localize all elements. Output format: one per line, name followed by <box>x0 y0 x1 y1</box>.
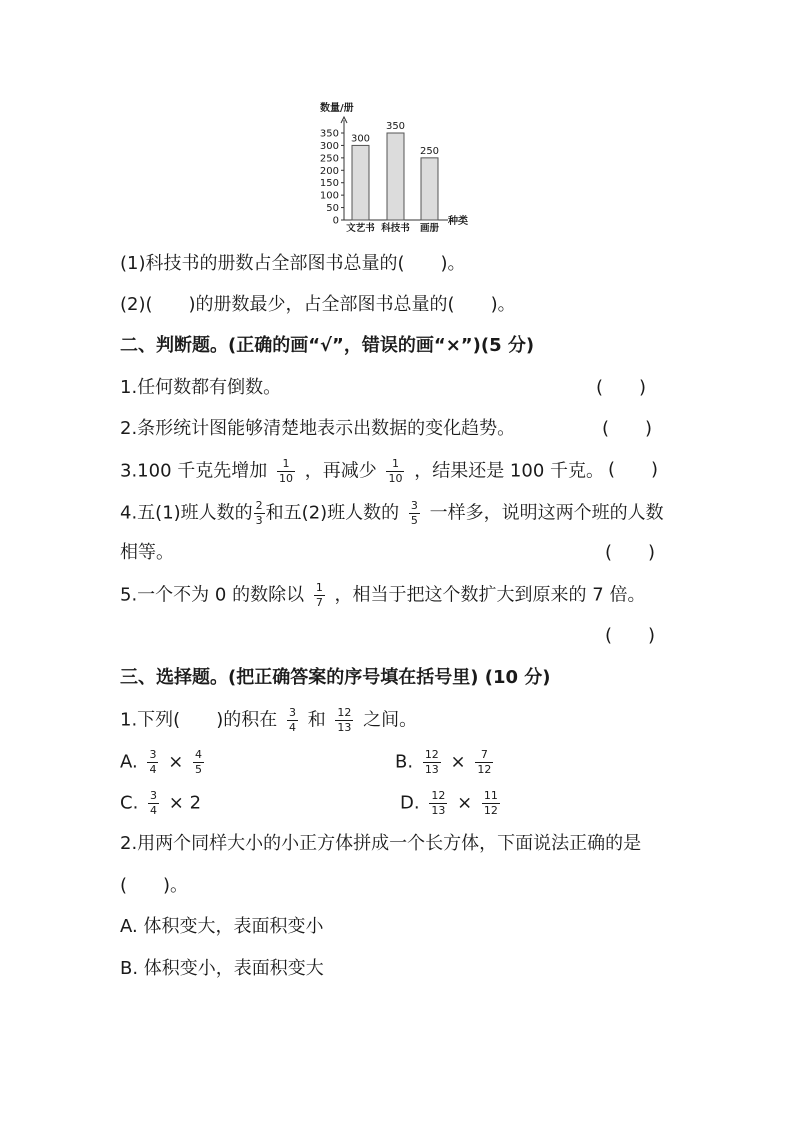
chart-x-labels <box>346 222 439 232</box>
chart-y-tick-label: 350 <box>319 128 339 140</box>
fraction: $\frac{2}{3}$ <box>255 499 263 527</box>
chart-y-tick-label: 250 <box>319 153 339 165</box>
fraction: $\frac{3}{4}$ <box>150 789 158 817</box>
answer-paren-4[interactable]: ( ) <box>605 542 656 563</box>
choice-q1-text-a: 1.下列( )的积在 <box>120 709 278 731</box>
chart-y-tick-label: 200 <box>319 165 339 177</box>
answer-paren-1[interactable]: ( ) <box>596 377 647 398</box>
chart-y-tick-label: 100 <box>319 190 339 202</box>
fraction: $\frac{3}{4}$ <box>149 748 157 776</box>
chart-category-label: 画册 <box>419 223 440 232</box>
choice-q2-answer-paren[interactable]: ( )。 <box>120 875 189 896</box>
q1-sub2: (2)( )的册数最少，占全部图书总量的( )。 <box>120 294 516 315</box>
section2-heading: 二、判断题。(正确的画“√”，错误的画“×”)(5 分) <box>120 335 535 356</box>
chart-bar <box>387 133 404 220</box>
fraction: $\frac{3}{4}$ <box>288 706 296 734</box>
choice-q1-text-c: 之间。 <box>363 709 418 731</box>
answer-paren-2[interactable]: ( ) <box>602 418 653 439</box>
chart-data-label: 300 <box>350 133 371 145</box>
fraction: $\frac{3}{5}$ <box>410 499 418 527</box>
q1-sub1: (1)科技书的册数占全部图书总量的( )。 <box>120 253 466 274</box>
chart-x-axis-label: 种类 <box>448 216 468 227</box>
fraction: $\frac{11}{12}$ <box>483 789 498 817</box>
judge-item-5-text-b: ，相当于把这个数扩大到原来的 7 倍。 <box>334 584 646 606</box>
judge-item-3-text-c: ，结果还是 100 千克。 <box>414 460 605 482</box>
fraction: $\frac{12}{13}$ <box>337 706 352 734</box>
fraction: $\frac{1}{7}$ <box>315 581 323 609</box>
judge-item-4-text-c: 一样多，说明这两个班的人数 <box>429 502 664 524</box>
judge-item-3 <box>120 458 604 485</box>
book-bar-chart <box>314 98 478 232</box>
fraction: $\frac{1}{10}$ <box>388 457 403 485</box>
judge-item-3-text-b: ，再减少 <box>304 460 377 482</box>
choice-q2-option-a[interactable]: A. 体积变大，表面积变小 <box>120 916 324 937</box>
judge-item-4-text-b: 和五(2)班人数的 <box>265 502 400 524</box>
chart-y-tick-label: 50 <box>326 203 339 215</box>
choice-question-1 <box>120 707 417 734</box>
chart-y-ticks <box>320 129 344 227</box>
choice-q1-text-b: 和 <box>307 709 326 731</box>
fraction: $\frac{12}{13}$ <box>424 748 439 776</box>
chart-category-label: 文艺书 <box>346 223 375 232</box>
judge-item-1: 1.任何数都有倒数。 <box>120 377 282 398</box>
fraction: $\frac{12}{13}$ <box>431 789 446 817</box>
answer-paren-5[interactable]: ( ) <box>605 625 656 646</box>
chart-bar <box>421 158 438 220</box>
chart-y-tick-label: 0 <box>332 215 339 227</box>
judge-item-3-text-a: 3.100 千克先增加 <box>120 460 268 482</box>
judge-item-2: 2.条形统计图能够清楚地表示出数据的变化趋势。 <box>120 418 516 439</box>
option-d[interactable]: D. $\frac{12}{13}$ × $\frac{11}{12}$ <box>400 789 498 817</box>
chart-category-label: 科技书 <box>381 223 410 232</box>
judge-item-4-cont: 相等。 <box>120 542 174 563</box>
judge-item-5 <box>120 582 645 609</box>
option-c[interactable]: C. $\frac{3}{4}$ × 2 <box>120 789 202 817</box>
chart-data-label: 350 <box>385 121 406 132</box>
chart-y-tick-label: 300 <box>319 140 339 152</box>
chart-bar <box>352 145 369 220</box>
option-a[interactable]: A. $\frac{3}{4}$ × $\frac{4}{5}$ <box>120 748 203 776</box>
judge-item-4-text-a: 4.五(1)班人数的 <box>120 502 253 524</box>
fraction: $\frac{4}{5}$ <box>195 748 203 776</box>
chart-y-axis-label: 数量/册 <box>320 103 354 114</box>
fraction: $\frac{7}{12}$ <box>477 748 492 776</box>
fraction: $\frac{1}{10}$ <box>279 457 293 485</box>
choice-question-2: 2.用两个同样大小的小正方体拼成一个长方体，下面说法正确的是 <box>120 833 642 854</box>
section3-heading: 三、选择题。(把正确答案的序号填在括号里) (10 分) <box>120 667 551 688</box>
judge-item-4 <box>120 500 664 527</box>
chart-bars <box>351 121 439 220</box>
answer-paren-3[interactable]: ( ) <box>608 459 659 480</box>
judge-item-5-text-a: 5.一个不为 0 的数除以 <box>120 584 305 606</box>
chart-y-tick-label: 150 <box>319 178 339 190</box>
choice-q2-option-b[interactable]: B. 体积变小，表面积变大 <box>120 958 324 979</box>
chart-data-label: 250 <box>419 145 440 157</box>
option-b[interactable]: B. $\frac{12}{13}$ × $\frac{7}{12}$ <box>395 748 492 776</box>
